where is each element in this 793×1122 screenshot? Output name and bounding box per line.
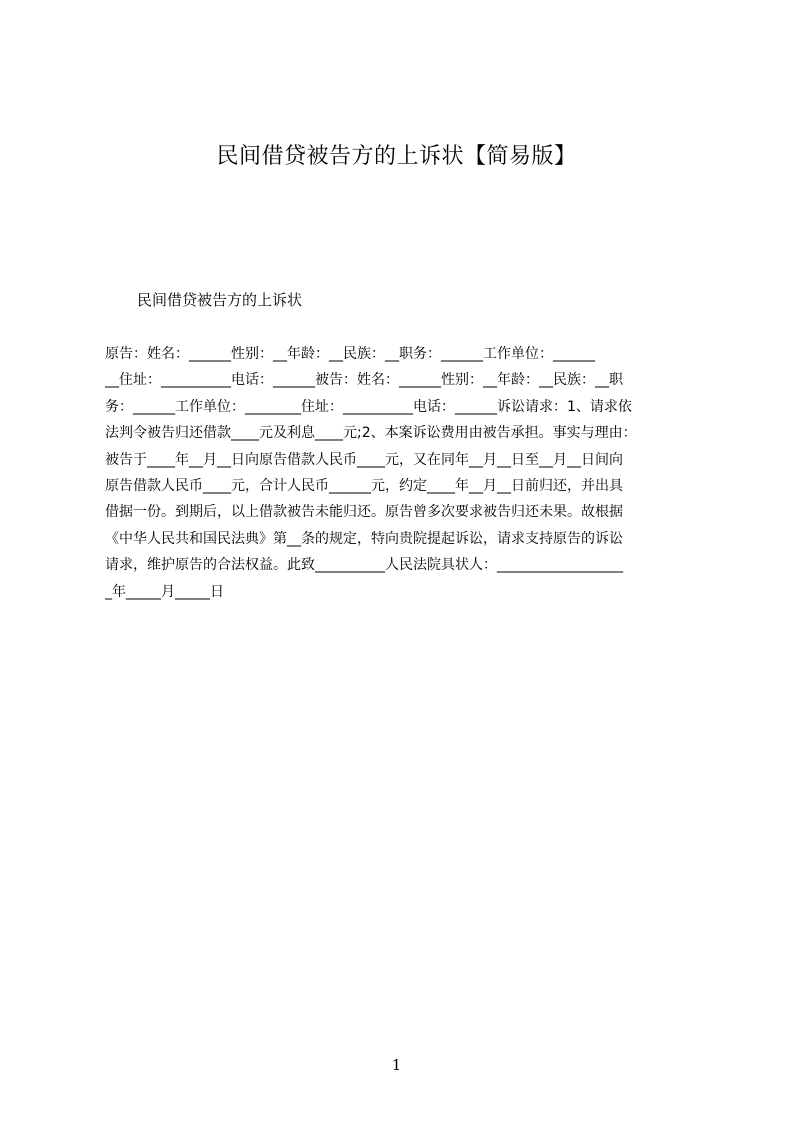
body-line: 请求，维护原告的合法权益。此致__________人民法院具状人：__________________ xyxy=(105,557,623,574)
body-line: 被告于____年__月__日向原告借款人民币____元，又在同年__月__日至__月__日间向 xyxy=(105,451,623,468)
body-text xyxy=(105,343,697,607)
body-line: 《中华人民共和国民法典》第__条的规定，特向贵院提起诉讼，请求支持原告的诉讼 xyxy=(105,530,623,547)
body-line: _年_____月_____日 xyxy=(105,583,224,600)
body-line: 借据一份。到期后，以上借款被告未能归还。原告曾多次要求被告归还未果。故根据 xyxy=(105,504,623,521)
document-title: 民间借贷被告方的上诉状【简易版】 xyxy=(216,144,577,169)
body-line: 原告：姓名：______性别：__年龄：__民族：__职务：______工作单位：______ xyxy=(105,346,595,362)
document-subtitle: 民间借贷被告方的上诉状 xyxy=(137,291,303,309)
body-line: __住址：__________电话：______被告：姓名：______性别：__年龄：__民族：__职 xyxy=(105,372,623,389)
body-line: 务：______工作单位：________住址：__________电话：______诉讼请求：1、请求依 xyxy=(105,398,632,415)
body-line: 原告借款人民币____元，合计人民币______元，约定____年__月__日前归还，并出具 xyxy=(105,477,623,494)
body-line: 法判令被告归还借款____元及利息____元;2、本案诉讼费用由被告承担。事实与理由： xyxy=(105,425,637,442)
page-number: 1 xyxy=(391,1056,402,1074)
